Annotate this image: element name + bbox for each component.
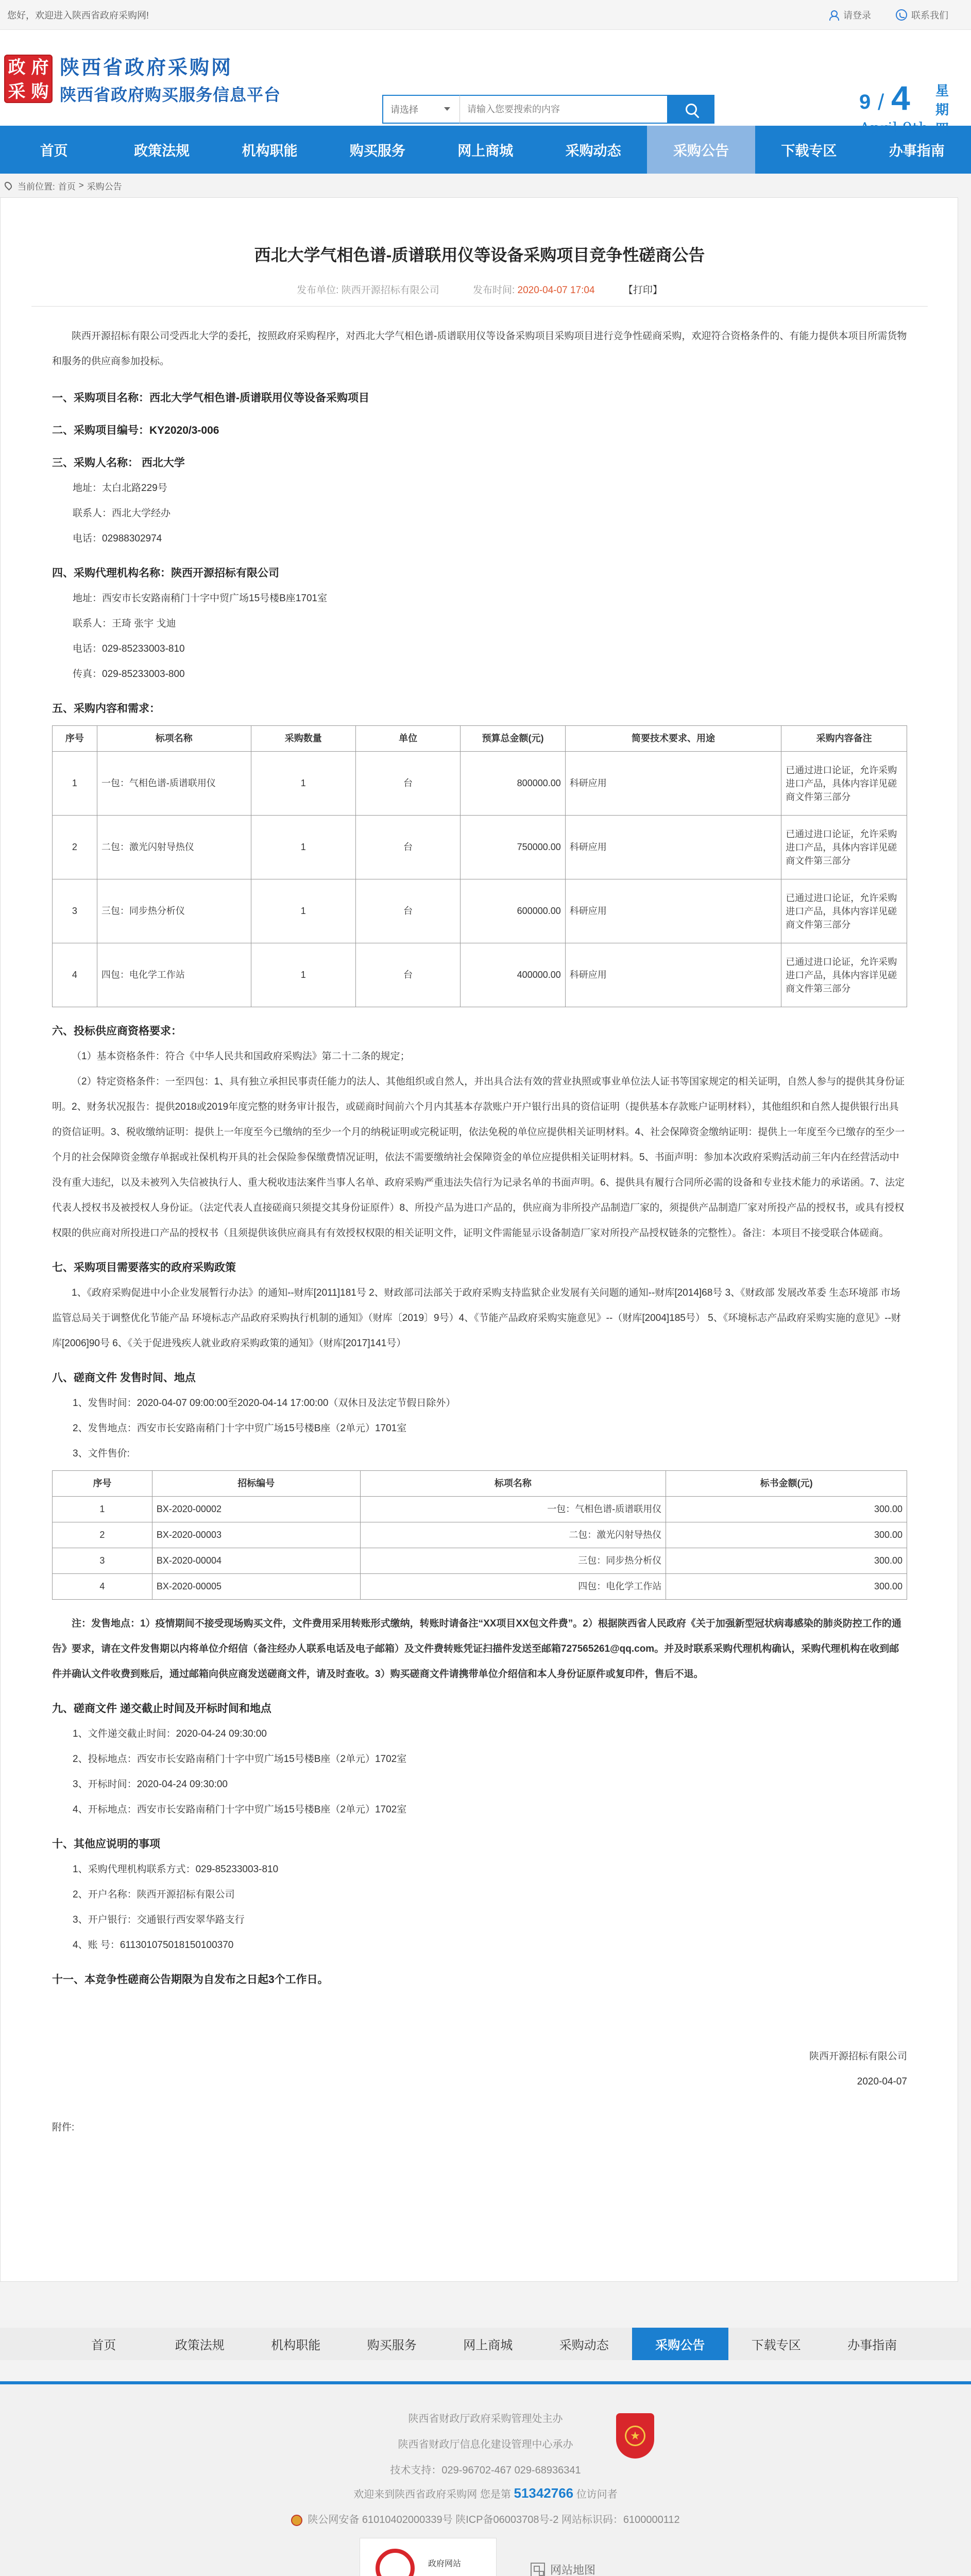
account-name: 2、开户名称：陕西开源招标有限公司 [73, 1889, 235, 1900]
sale-time: 1、发售时间：2020-04-07 09:00:00至2020-04-14 17:00:00（双休日及法定节假日除外） [73, 1398, 456, 1409]
table-cell: 一包：气相色谱-质谱联用仪 [360, 1497, 666, 1522]
agency-contact: 联系人：王琦 张宇 戈迪 [73, 618, 176, 629]
weekday-char: 星 [935, 83, 949, 98]
section-heading: 三、采购人名称： 西北大学 [52, 457, 185, 469]
login-link[interactable] [828, 8, 871, 22]
sale-price-label: 3、文件售价: [73, 1448, 130, 1459]
agency-fax: 传真：029-85233003-800 [73, 669, 185, 680]
nav-item-mall[interactable]: 网上商城 [457, 143, 514, 159]
table-cell: 3 [53, 1548, 152, 1574]
table-cell: 科研应用 [565, 752, 781, 816]
table-cell: 三包：同步热分析仪 [360, 1548, 666, 1574]
table-cell: 科研应用 [565, 879, 781, 943]
article-publisher: 发布单位: 陕西开源招标有限公司 [297, 285, 439, 296]
date-month: 9 [859, 91, 871, 113]
search-category-select[interactable] [382, 95, 459, 124]
article-meta [1, 282, 959, 296]
date-slash: / [878, 90, 884, 115]
table-header: 标项名称 [360, 1471, 666, 1497]
sitemap-label: 网站地图 [550, 2564, 596, 2576]
print-button[interactable]: 【打印】 [623, 285, 662, 296]
procurement-table [52, 725, 907, 1007]
footer-nav-guide[interactable]: 办事指南 [847, 2338, 897, 2352]
site-header [0, 30, 971, 138]
date-weekday [933, 81, 951, 139]
table-row [53, 752, 907, 816]
seal-char: 采 [8, 81, 26, 102]
nav-item-policy[interactable]: 政策法规 [134, 143, 190, 159]
table-header: 序号 [53, 1471, 152, 1497]
bid-place: 2、投标地点：西安市长安路南稍门十字中贸广场15号楼B座（2单元）1702室 [73, 1754, 407, 1765]
table-cell: 2 [53, 1522, 152, 1548]
section-heading: 二、采购项目编号：KY2020/3-006 [52, 425, 219, 436]
star-icon: ★ [625, 2426, 645, 2446]
attachment-label: 附件: [52, 2122, 75, 2133]
article-panel [0, 197, 958, 2282]
visit-counter: 51342766 [514, 2485, 574, 2501]
section-heading: 十一、本竞争性磋商公告期限为自发布之日起3个工作日。 [52, 1974, 329, 1986]
registration-text[interactable]: 陕公网安备 61010402000339号 陕ICP备06003708号-2 网站标识码：6100000112 [308, 2514, 680, 2526]
section-heading: 六、投标供应商资格要求： [52, 1025, 182, 1037]
site-title: 陕西省政府采购网 [60, 56, 233, 79]
table-cell: 已通过进口论证，允许采购进口产品，具体内容详见磋商文件第三部分 [781, 816, 907, 879]
table-cell: 1 [251, 816, 355, 879]
login-label: 请登录 [843, 10, 871, 21]
table-cell: BX-2020-00002 [152, 1497, 360, 1522]
footer-nav-downloads[interactable]: 下载专区 [751, 2338, 801, 2352]
table-header: 标项名称 [97, 726, 251, 752]
search-button[interactable] [668, 95, 714, 124]
table-header: 简要技术要求、用途 [565, 726, 781, 752]
table-cell: 已通过进口论证，允许采购进口产品，具体内容详见磋商文件第三部分 [781, 752, 907, 816]
intro-paragraph: 陕西开源招标有限公司受西北大学的委托，按照政府采购程序，对西北大学气相色谱-质谱联用仪等设备采购项目采购项目进行竞争性磋商采购，欢迎符合资格条件的、有能力提供本项目所需货物和服务的供应商参加投标。 [52, 331, 907, 367]
agency-phone: 电话：029-85233003-810 [73, 643, 185, 654]
table-cell: 2 [53, 816, 97, 879]
table-cell: 已通过进口论证，允许采购进口产品，具体内容详见磋商文件第三部分 [781, 943, 907, 1007]
table-header: 标书金额(元) [666, 1471, 907, 1497]
table-header: 采购数量 [251, 726, 355, 752]
search-bar [382, 95, 714, 124]
section-heading: 四、采购代理机构名称：陕西开源招标有限公司 [52, 567, 279, 579]
footer-support: 技术支持：029-96702-467 029-68936341 [390, 2465, 581, 2476]
footer-nav-home[interactable]: 首页 [91, 2338, 116, 2352]
table-cell: 300.00 [666, 1548, 907, 1574]
logo-seal [4, 55, 53, 103]
nav-item-news[interactable]: 采购动态 [565, 143, 621, 159]
table-cell: 已通过进口论证，允许采购进口产品，具体内容详见磋商文件第三部分 [781, 879, 907, 943]
deadline: 1、文件递交截止时间：2020-04-24 09:30:00 [73, 1728, 267, 1739]
table-header: 采购内容备注 [781, 726, 907, 752]
search-select-label: 请选择 [390, 105, 418, 115]
nav-item-downloads[interactable]: 下载专区 [781, 143, 837, 159]
section-heading: 十、其他应说明的事项 [52, 1838, 160, 1850]
sale-place: 2、发售地点：西安市长安路南稍门十字中贸广场15号楼B座（2单元）1701室 [73, 1423, 407, 1434]
table-header-row [53, 726, 907, 752]
document-price-table [52, 1470, 907, 1600]
site-footer [0, 2384, 971, 2576]
table-cell: 科研应用 [565, 816, 781, 879]
table-cell: 台 [355, 752, 460, 816]
date-display [859, 78, 967, 140]
table-row [53, 1574, 907, 1600]
qualification-specific: （2）特定资格条件：一至四包：1、具有独立承担民事责任能力的法人、其他组织或自然人，并出具合法有效的营业执照或事业单位法人证书等国家规定的相关证明，自然人参与的提供其身份证明。2、财务状况报告：提供2018或2019年度完整的财务审计报告，或磋商时间前六个月内其基本存款账户开户银行出具的资信证明（提供基本存款账户证明材料），其他组织和自然人提供银行出具的资信证明。3、税收缴纳证明：提供上一年度至今已缴纳的至少一个月的纳税证明或完税证明，依法免税的单位应提供相关证明材料。4、社会保障资金缴纳证明：提供上一年度至今已缴存的至少一个月的社会保障资金缴存单据或社保机构开具的社会保险参保缴费情况证明，依法不需要缴纳社会保障资金的单位应提供相关证明材料。5、书面声明：参加本次政府采购活动前三年内在经营活动中没有重大违纪，以及未被列入失信被执行人、重大税收违法案件当事人名单、政府采购严重违法失信行为记录名单的书面声明。6、提供具有履行合同所必需的设备和专业技术能力的承诺函。7、法定代表人授权书及被授权人身份证。（法定代表人直接磋商只须提交其身份证原件）8、所投产品为进口产品的，供应商为非所投产品制造厂家的，须提供产品制造厂家对所投产品的授权书，或具有授权权限的供应商对所投进口产品的授权书（且须提供该供应商具有有效授权权限的相关证明文件，证明文件需能显示设备制造厂家对所投产品授权链条的完整性）。备注：本项目不接受联合体磋商。 [52, 1076, 905, 1239]
welcome-text: 您好，欢迎进入陕西省政府采购网! [7, 10, 149, 21]
table-row [53, 1497, 907, 1522]
footer-organizer: 陕西省财政厅信息化建设管理中心承办 [398, 2439, 573, 2450]
section-heading: 八、磋商文件 发售时间、地点 [52, 1372, 196, 1384]
table-cell: 四包：电化学工作站 [360, 1574, 666, 1600]
site-subtitle: 陕西省政府购买服务信息平台 [60, 85, 281, 105]
title-divider [31, 306, 928, 307]
nav-item-guide[interactable]: 办事指南 [889, 143, 945, 159]
logo-text [60, 52, 281, 106]
footer-nav [0, 2328, 971, 2360]
table-cell: BX-2020-00005 [152, 1574, 360, 1600]
breadcrumb-current[interactable]: 采购公告 [87, 181, 122, 192]
table-row [53, 1548, 907, 1574]
account-number: 4、账 号：611301075018150100370 [73, 1940, 234, 1951]
footer-registration [0, 2511, 971, 2526]
account-bank: 3、开户银行：交通银行西安翠华路支行 [73, 1914, 245, 1925]
table-cell: 1 [251, 943, 355, 1007]
article-time: 2020-04-07 17:04 [517, 285, 595, 296]
agency-phone-info: 1、采购代理机构联系方式：029-85233003-810 [73, 1864, 279, 1875]
sitemap-link[interactable] [531, 2562, 595, 2576]
table-cell: 1 [251, 752, 355, 816]
nav-item-services[interactable]: 购买服务 [349, 143, 405, 159]
footer-visits [0, 2485, 971, 2501]
table-cell: 二包：激光闪射导热仪 [97, 816, 251, 879]
table-cell: 4 [53, 943, 97, 1007]
nav-item-home[interactable]: 首页 [40, 143, 68, 159]
site-logo[interactable] [4, 52, 281, 106]
breadcrumb-separator: > [78, 180, 84, 190]
contact-link[interactable] [896, 8, 948, 22]
party-emblem-icon[interactable] [616, 2413, 654, 2459]
table-cell: 400000.00 [461, 943, 565, 1007]
search-icon [686, 104, 697, 115]
table-row [53, 879, 907, 943]
table-cell: 二包：激光闪射导热仪 [360, 1522, 666, 1548]
weekday-char: 四 [935, 121, 949, 137]
phone-icon [896, 9, 907, 21]
table-cell: 800000.00 [461, 752, 565, 816]
table-cell: 四包：电化学工作站 [97, 943, 251, 1007]
magnifier-icon [376, 2549, 415, 2576]
table-cell: 台 [355, 816, 460, 879]
table-cell: 300.00 [666, 1497, 907, 1522]
section-heading: 九、磋商文件 递交截止时间及开标时间和地点 [52, 1703, 271, 1715]
table-cell: 1 [53, 752, 97, 816]
seal-char: 府 [31, 57, 49, 78]
table-cell: 750000.00 [461, 816, 565, 879]
table-cell: 4 [53, 1574, 152, 1600]
find-error-badge[interactable] [360, 2538, 497, 2576]
table-cell: 300.00 [666, 1574, 907, 1600]
breadcrumb-prefix: 当前位置: [18, 181, 55, 192]
article-title: 西北大学气相色谱-质谱联用仪等设备采购项目竞争性磋商公告 [254, 246, 705, 264]
breadcrumb-home[interactable]: 首页 [58, 181, 76, 192]
search-input[interactable] [459, 95, 668, 124]
purchaser-address: 地址：太白北路229号 [73, 483, 167, 494]
user-icon [828, 9, 839, 21]
table-row [53, 943, 907, 1007]
table-cell: BX-2020-00004 [152, 1548, 360, 1574]
signature-date: 2020-04-07 [857, 2076, 907, 2087]
table-header: 单位 [355, 726, 460, 752]
table-header: 预算总金额(元) [461, 726, 565, 752]
table-cell: 一包：气相色谱-质谱联用仪 [97, 752, 251, 816]
article-body [52, 319, 907, 2140]
date-english: April 9th [859, 120, 929, 138]
table-cell: 三包：同步热分析仪 [97, 879, 251, 943]
section-heading: 七、采购项目需要落实的政府采购政策 [52, 1262, 236, 1274]
footer-nav-services[interactable]: 购买服务 [367, 2338, 417, 2352]
article-time-label: 发布时间: [472, 285, 515, 296]
table-cell: 1 [251, 879, 355, 943]
table-cell: BX-2020-00003 [152, 1522, 360, 1548]
signature-org: 陕西开源招标有限公司 [809, 2051, 907, 2062]
footer-host: 陕西省财政厅政府采购管理处主办 [408, 2413, 563, 2425]
seal-char: 购 [31, 81, 49, 102]
footer-nav-news[interactable]: 采购动态 [559, 2338, 609, 2352]
footer-nav-policy[interactable]: 政策法规 [175, 2338, 225, 2352]
badge-title: 政府网站 [428, 2560, 462, 2568]
table-cell: 3 [53, 879, 97, 943]
seal-char: 政 [8, 57, 26, 78]
location-pin-icon [3, 180, 13, 191]
top-bar [0, 0, 971, 30]
section-heading: 一、采购项目名称：西北大学气相色谱-质谱联用仪等设备采购项目 [52, 392, 369, 404]
agency-address: 地址：西安市长安路南稍门十字中贸广场15号楼B座1701室 [73, 593, 328, 604]
nav-item-announcements[interactable]: 采购公告 [647, 126, 755, 174]
table-cell: 600000.00 [461, 879, 565, 943]
caret-down-icon [444, 107, 450, 111]
visits-suffix: 位访问者 [576, 2489, 618, 2500]
footer-nav-mall[interactable]: 网上商城 [463, 2338, 513, 2352]
weekday-char: 期 [935, 102, 949, 117]
purchaser-phone: 电话：02988302974 [73, 533, 162, 544]
nav-item-institution[interactable]: 机构职能 [242, 143, 298, 159]
sitemap-icon [531, 2563, 545, 2576]
table-cell: 科研应用 [565, 943, 781, 1007]
sale-note: 注：发售地点：1）疫情期间不接受现场购买文件，文件费用采用转账形式缴纳，转账时请备注“XX项目XX包文件费”。2）根据陕西省人民政府《关于加强新型冠状病毒感染的肺炎防控工作的通告》要求，请在文件发售期以内将单位介绍信（备注经办人联系电话及电子邮箱）及文件费转账凭证扫描件发送至邮箱727565261@qq.com。并及时联系采购代理机构确认，采购代理机构在收到邮件并确认文件收费到账后，通过邮箱向供应商发送磋商文件，请及时查收。3）购买磋商文件请携带单位介绍信和本人身份证原件或复印件，售后不退。 [52, 1618, 901, 1680]
table-header: 序号 [53, 726, 97, 752]
date-day: 4 [891, 79, 910, 117]
table-header-row [53, 1471, 907, 1497]
top-links [828, 8, 948, 22]
main-nav [0, 126, 971, 174]
purchaser-contact: 联系人：西北大学经办 [73, 508, 171, 519]
table-cell: 300.00 [666, 1522, 907, 1548]
police-badge-icon [291, 2515, 302, 2526]
table-row [53, 1522, 907, 1548]
table-header: 招标编号 [152, 1471, 360, 1497]
table-cell: 台 [355, 879, 460, 943]
policy-paragraph: 1、《政府采购促进中小企业发展暂行办法》的通知--财库[2011]181号 2、财政部司法部关于政府采购支持监狱企业发展有关问题的通知--财库[2014]68号 3、《财政部 发展改革委 生态环境部 市场监管总局关于调整优化节能产品 环境标志产品政府采购执行机制的通知》（财库〔2019〕9号）4、《节能产品政府采购实施意见》--（财库[2004]185号） 5、《环境标志产品政府采购实施的意见》--财库[2006]90号 6、《关于促进残疾人就业政府采购政策的通知》（财库[2017]141号） [52, 1287, 901, 1349]
table-cell: 1 [53, 1497, 152, 1522]
table-row [53, 816, 907, 879]
section-heading: 五、采购内容和需求： [52, 703, 160, 715]
opening-time: 3、开标时间：2020-04-24 09:30:00 [73, 1779, 228, 1790]
footer-nav-institution[interactable]: 机构职能 [271, 2338, 321, 2352]
visits-prefix: 欢迎来到陕西省政府采购网 您是第 [353, 2489, 511, 2500]
opening-place: 4、开标地点：西安市长安路南稍门十字中贸广场15号楼B座（2单元）1702室 [73, 1804, 407, 1815]
footer-nav-announcements[interactable]: 采购公告 [632, 2328, 728, 2360]
contact-label: 联系我们 [911, 10, 948, 21]
table-cell: 台 [355, 943, 460, 1007]
breadcrumb [0, 174, 971, 197]
qualification-basic: （1）基本资格条件：符合《中华人民共和国政府采购法》第二十二条的规定； [72, 1051, 410, 1062]
